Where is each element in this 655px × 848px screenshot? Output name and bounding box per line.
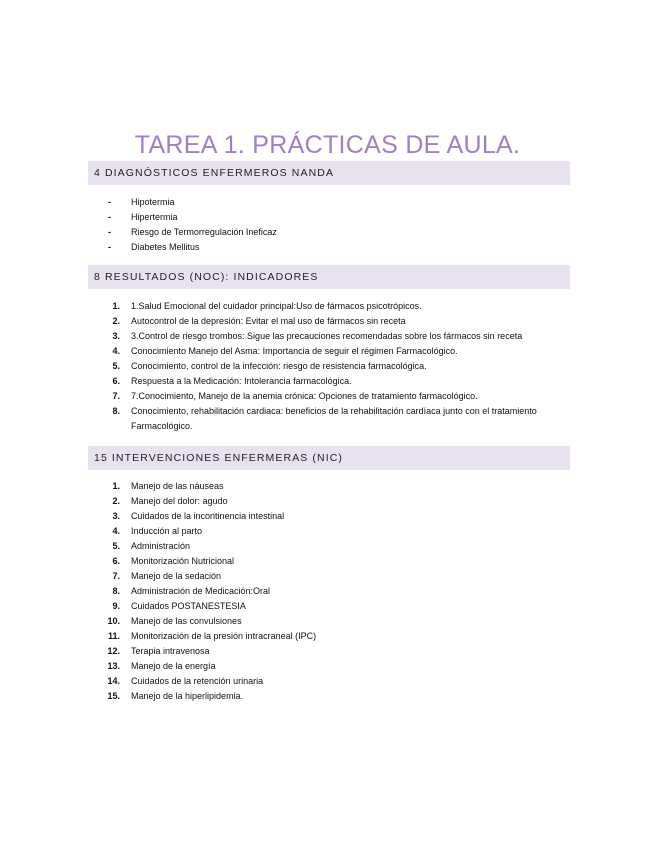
list-item-text: 1.Salud Emocional del cuidador principal:Uso de fármacos psicotrópicos. bbox=[131, 301, 422, 311]
list-number: 3. bbox=[112, 331, 120, 341]
list-item bbox=[0, 359, 561, 374]
resultados-list bbox=[0, 299, 561, 434]
list-item-text: Administración bbox=[131, 541, 191, 551]
list-item bbox=[0, 329, 561, 344]
list-number: 8. bbox=[112, 406, 120, 416]
list-item bbox=[0, 210, 277, 225]
list-item-text: Inducción al parto bbox=[131, 526, 203, 536]
list-item-text: Manejo de la hiperlipidemia. bbox=[131, 691, 244, 701]
list-item-text: Diabetes Mellitus bbox=[131, 242, 200, 252]
list-item bbox=[0, 524, 561, 539]
list-number: 12. bbox=[107, 646, 120, 656]
list-item-text: Monitorización de la presión intracraneal (IPC) bbox=[131, 631, 317, 641]
list-number: 15. bbox=[107, 691, 120, 701]
list-number: 10. bbox=[107, 616, 120, 626]
list-item bbox=[0, 599, 561, 614]
list-item-text: Conocimiento, rehabilitación cardiaca: beneficios de la rehabilitación cardíaca junto con el tratamiento Farmacológico. bbox=[131, 406, 537, 431]
list-item bbox=[0, 225, 277, 240]
section-heading-intervenciones bbox=[88, 446, 570, 470]
list-item-text: Cuidados POSTANESTESIA bbox=[131, 601, 246, 611]
list-item-text: Manejo de las náuseas bbox=[131, 481, 224, 491]
list-number: 6. bbox=[112, 376, 120, 386]
list-item-text: Manejo de las convulsiones bbox=[131, 616, 242, 626]
list-number: 2. bbox=[112, 496, 120, 506]
list-number: 1. bbox=[112, 481, 120, 491]
list-item bbox=[0, 344, 561, 359]
intervenciones-list bbox=[0, 479, 561, 704]
list-number: 5. bbox=[112, 541, 120, 551]
list-item bbox=[0, 539, 561, 554]
list-item-text: Riesgo de Termorregulación Ineficaz bbox=[131, 227, 277, 237]
list-number: 4. bbox=[112, 346, 120, 356]
list-item bbox=[0, 644, 561, 659]
list-item-text: Autocontrol de la depresión: Evitar el mal uso de fármacos sin receta bbox=[131, 316, 406, 326]
list-item bbox=[0, 479, 561, 494]
list-item-text: Conocimiento Manejo del Asma: Importancia de seguir el régimen Farmacológico. bbox=[131, 346, 458, 356]
list-item-text: Administración de Medicación:Oral bbox=[131, 586, 271, 596]
list-item-text: 7.Conocimiento, Manejo de la anemia crónica: Opciones de tratamiento farmacológico. bbox=[131, 391, 478, 401]
list-item bbox=[0, 389, 561, 404]
section-heading-label: 4 DIAGNÓSTICOS ENFERMEROS NANDA bbox=[94, 167, 335, 179]
list-number: 14. bbox=[107, 676, 120, 686]
list-item-text: Manejo de la energía bbox=[131, 661, 216, 671]
list-item-text: Hipertermia bbox=[131, 212, 178, 222]
list-number: 9. bbox=[112, 601, 120, 611]
list-number: 8. bbox=[112, 586, 120, 596]
list-item bbox=[0, 509, 561, 524]
list-item bbox=[0, 554, 561, 569]
section-heading-resultados bbox=[88, 265, 570, 289]
list-item bbox=[0, 659, 561, 674]
list-number: 13. bbox=[107, 661, 120, 671]
list-number: 2. bbox=[112, 316, 120, 326]
list-number: 5. bbox=[112, 361, 120, 371]
list-item bbox=[0, 494, 561, 509]
list-item-text: Hipotermia bbox=[131, 197, 175, 207]
list-item-text: Manejo de la sedación bbox=[131, 571, 222, 581]
list-item bbox=[0, 195, 277, 210]
bullet-marker: - bbox=[108, 227, 111, 237]
list-item-text: Terapia intravenosa bbox=[131, 646, 210, 656]
list-number: 4. bbox=[112, 526, 120, 536]
list-item-text: Cuidados de la retención urinaria bbox=[131, 676, 264, 686]
list-item bbox=[0, 240, 277, 255]
list-item-text: Conocimiento, control de la infección: riesgo de resistencia farmacológica. bbox=[131, 361, 427, 371]
list-item-text: Monitorización Nutricional bbox=[131, 556, 235, 566]
section-heading-label: 8 RESULTADOS (NOC): INDICADORES bbox=[94, 271, 319, 283]
list-item bbox=[0, 569, 561, 584]
section-heading-diagnosticos bbox=[88, 161, 570, 185]
list-item bbox=[0, 299, 561, 314]
list-item-text: Cuidados de la incontinencia intestinal bbox=[131, 511, 285, 521]
list-item-text: Manejo del dolor: agudo bbox=[131, 496, 228, 506]
list-item-text: Respuesta a la Medicación: Intolerancia farmacológica. bbox=[131, 376, 352, 386]
diagnosticos-list bbox=[0, 195, 277, 255]
bullet-marker: - bbox=[108, 242, 111, 252]
list-item bbox=[0, 584, 561, 599]
list-number: 7. bbox=[112, 571, 120, 581]
list-item bbox=[0, 314, 561, 329]
page-title: TAREA 1. PRÁCTICAS DE AULA. bbox=[134, 130, 521, 159]
list-item bbox=[0, 674, 561, 689]
section-heading-label: 15 INTERVENCIONES ENFERMERAS (NIC) bbox=[94, 452, 343, 464]
list-item bbox=[0, 374, 561, 389]
list-number: 11. bbox=[107, 631, 120, 641]
list-item bbox=[0, 689, 561, 704]
list-item-text: 3.Control de riesgo trombos: Sigue las precauciones recomendadas sobre los fármacos sin receta bbox=[131, 331, 523, 341]
bullet-marker: - bbox=[108, 212, 111, 222]
list-item bbox=[0, 614, 561, 629]
list-number: 1. bbox=[112, 301, 120, 311]
list-number: 3. bbox=[112, 511, 120, 521]
list-number: 7. bbox=[112, 391, 120, 401]
list-number: 6. bbox=[112, 556, 120, 566]
list-item bbox=[0, 629, 561, 644]
bullet-marker: - bbox=[108, 197, 111, 207]
list-item bbox=[0, 404, 561, 434]
